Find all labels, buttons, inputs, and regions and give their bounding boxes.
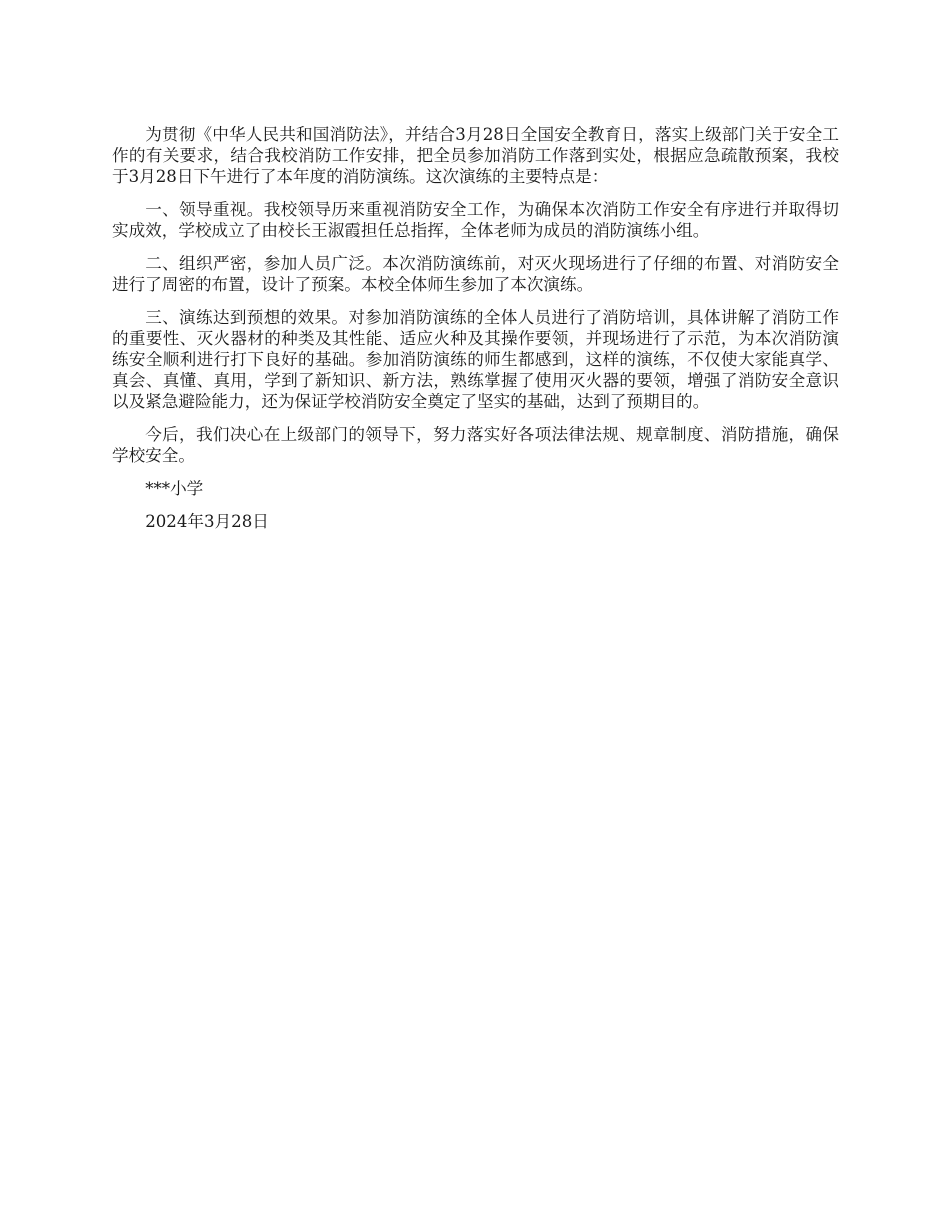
paragraph-effect: 三、演练达到预想的效果。对参加消防演练的全体人员进行了消防培训，具体讲解了消防工作的重要性、灭火器材的种类及其性能、适应火种及其操作要领，并现场进行了示范，为本次消防演练安全顺利进行打下良好的基础。参加消防演练的师生都感到，这样的演练，不仅使大家能真学、真会、真懂、真用，学到了新知识、新方法，熟练掌握了使用灭火器的要领，增强了消防安全意识以及紧急避险能力，还为保证学校消防安全奠定了坚实的基础，达到了预期目的。 <box>112 308 839 411</box>
date: 2024年3月28日 <box>145 512 269 531</box>
document-body <box>112 124 839 544</box>
signature: ***小学 <box>145 479 204 498</box>
paragraph-organization: 二、组织严密，参加人员广泛。本次消防演练前，对灭火现场进行了仔细的布置、对消防安全进行了周密的布置，设计了预案。本校全体师生参加了本次演练。 <box>112 254 839 294</box>
paragraph-leadership: 一、领导重视。我校领导历来重视消防安全工作，为确保本次消防工作安全有序进行并取得切实成效，学校成立了由校长王淑霞担任总指挥，全体老师为成员的消防演练小组。 <box>112 200 839 240</box>
paragraph-intro: 为贯彻《中华人民共和国消防法》，并结合3月28日全国安全教育日，落实上级部门关于安全工作的有关要求，结合我校消防工作安排，把全员参加消防工作落到实处，根据应急疏散预案，我校于3月28日下午进行了本年度的消防演练。这次演练的主要特点是： <box>112 125 839 186</box>
paragraph-future: 今后，我们决心在上级部门的领导下，努力落实好各项法律法规、规章制度、消防措施，确保学校安全。 <box>112 425 839 465</box>
